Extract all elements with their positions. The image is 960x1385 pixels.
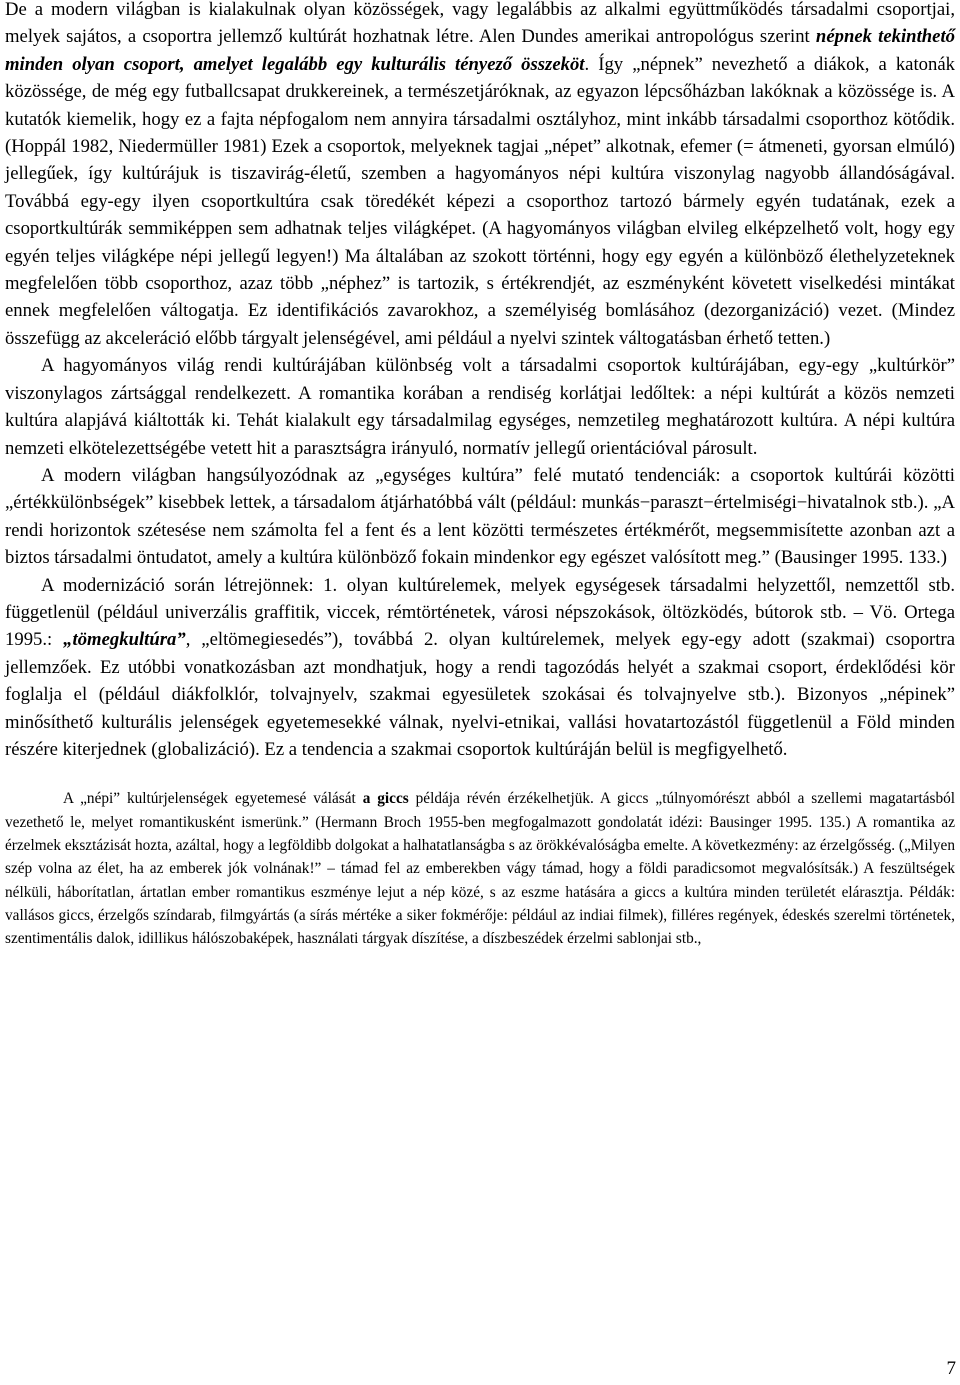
footnote-text-c: példája révén érzékelhetjük. A giccs „túlnyomórészt abból a szellemi magatartásból vezethető le, melyet romantikusként ismerünk.” (Hermann Broch 1955-ben megfogalmazott gondolatát idézi: Bausinger 1995. 135.) A romantika az érzelmek eksztázisát hozta, azáltal, hogy a legföldibb dolgokat a halhatatlanságba s az örökkévalóságba emelte. A következmény: az érzelgősség. („Milyen szép volna az élet, ha az emberek jók volnának!” – támad fel az emberekben vágy támad, hogy a földi paradicsomot megvalósítsák.) A feszültségek nélküli, háborítatlan, ártatlan ember romantikus eszménye lejut a nép közé, s az eszme hatására a giccs a kultúra minden területét elárasztja. Példák: vallásos giccs, érzelgős színdarab, filmgyártás (a sírás mértéke a siker fokmérője: például az indiai filmek), filléres regények, édeskés szerelmi történetek, szentimentális dalok, idillikus hálószobaképek, használati tárgyak díszítése, a díszbeszédek érzelmi sablonjai stb., <box>5 790 955 948</box>
footnote-emphasis: a giccs <box>362 790 409 808</box>
paragraph-4-text-a: A modernizáció során létrejönnek: 1. olyan kultúrelemek, melyek egységesek társadalmi helyzettől, nemzettől stb. függetlenül (például univerzális graffitik, viccek, rémtörténetek, városi népszokások, öltözködés, bútorok stb. – Vö. Ortega 1995.: <box>5 574 955 651</box>
paragraph-1-text-a: De a modern világban is kialakulnak olyan közösségek, vagy legalábbis az alkalmi együttműködés társadalmi csoportjai, melyek sajátos, a csoportra jellemző kultúrát hozhatnak létre. Alen Dundes amerikai antropológus szerint <box>5 0 955 48</box>
paragraph-4-emphasis: „tömegkultúra” <box>63 629 186 651</box>
page-number: 7 <box>946 1358 956 1379</box>
paragraph-1-emphasis: népnek tekinthető minden olyan csoport, amelyet legalább egy kulturális tényező összeköt <box>5 26 955 75</box>
paragraph-1-text-c: . Így „népnek” nevezhető a diákok, a katonák közössége, de még egy futballcsapat drukkereinek, a természetjáróknak, az egyazon lépcsőházban lakóknak a közössége is. A kutatók kiemelik, hogy ez a fajta népfogalom nem annyira társadalmi osztályhoz, mint inkább társadalmi csoporthoz kötődik. (Hoppál 1982, Niedermüller 1981) Ezek a csoportok, melyeknek tagjai „népet” alkotnak, efemer (= átmeneti, gyorsan elmúló) jellegűek, így kultúrájuk is tiszavirág-életű, szemben a hagyományos népi kultúra viszonylag nagyobb állandóságával. Továbbá egy-egy ilyen csoportkultúra csak töredékét képezi a csoporthoz tartozó bármely egyén tudatának, ezek a csoportkultúrák semmiképpen sem adhatnak teljes világképet. (A hagyományos világban elvileg elképzelhető volt, hogy egy egyén teljes világképe népi jellegű legyen!) Ma általában az szokott történni, hogy egy egyén a különböző élethelyzeteknek megfelelően több csoporthoz, azaz több „néphez” is tartozik, s értékrendjét, az eszményként követett viselkedési mintákat ennek megfelelően váltogatja. Ez identifikációs zavarokhoz, a személyiség bomlásához (dezorganizáció) vezet. (Mindez összefügg az akceleráció előbb tárgyalt jelenségével, ami például a nyelvi szintek váltogatásban érhető tetten.) <box>5 53 955 349</box>
footnote <box>5 787 955 950</box>
paragraph-3: A modern világban hangsúlyozódnak az „egységes kultúra” felé mutató tendenciák: a csoportok kultúrái közötti „értékkülönbségek” kisebbek lettek, a társadalom átjárhatóbbá vált (például: munkás−paraszt−értelmiségi−hivatalnok stb.). „A rendi horizontok szétesése nem számolta fel a fent és a lent közötti természetes értékmérőt, megsemmisítette azonban azt a biztos társadalmi öntudatot, amely a kultúra különböző fokain mindenkor egy egészet valósított meg.” (Bausinger 1995. 133.) <box>5 464 955 569</box>
paragraph-1 <box>5 0 955 352</box>
paragraph-4 <box>5 572 955 764</box>
paragraph-4-text-c: , „eltömegiesedés”), továbbá 2. olyan kultúrelemek, melyek egy-egy adott (szakmai) csoportra jellemzőek. Ez utóbbi vonatkozásban azt mondhatjuk, hogy a rendi tagozódás helyét a szakmai csoport, érdeklődési kör foglalja el (például diákfolklór, tolvajnyelv, szakmai egyesületek szokásai és tolvajnyelve stb.). Bizonyos „népinek” minősíthető kulturális jelenségek egyetemesekké válnak, nyelvi-etnikai, vallási hovatartozástól függetlenül a Föld minden részére kiterjednek (globalizáció). Ez a tendencia a szakmai csoportok kultúráján belül is megfigyelhető. <box>5 629 955 760</box>
paragraph-2: A hagyományos világ rendi kultúrájában különbség volt a társadalmi csoportok kultúrájában, egy-egy „kultúrkör” viszonylagos zártsággal rendelkezett. A romantika korában a rendiség korlátjai ledőltek: a népi kultúrát a közös nemzeti kultúra alapjává kiáltották ki. Tehát kialakult egy társadalmilag egységes, nemzetileg meghatározott kultúra. A népi kultúra nemzeti elkötelezettségébe vetett hit a parasztságra irányuló, normatív jellegű orientációval párosult. <box>5 355 955 459</box>
footnote-text-a: A „népi” kultúrjelenségek egyetemesé válását <box>63 790 363 808</box>
page-body <box>5 0 955 950</box>
